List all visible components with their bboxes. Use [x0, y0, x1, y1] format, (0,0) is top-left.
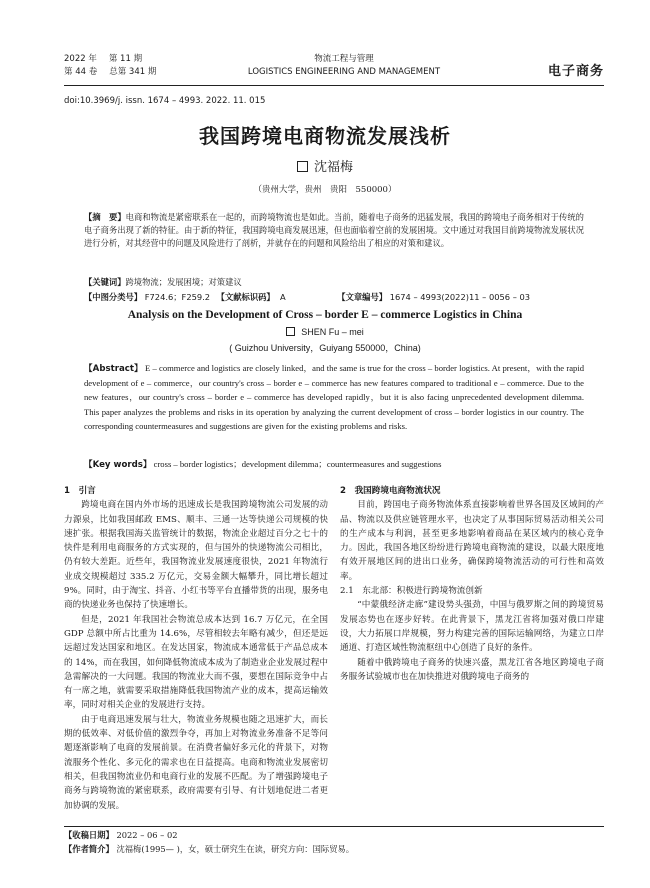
paragraph: 但是，2021 年我国社会物流总成本达到 16.7 万亿元，在全国 GDP 总额中所占比重为 14.6%，尽管相较去年略有减少，但还是远远超过发达国家和地区。在发达国家，物流成本通常低于产品总成本的 14%，而在我国，如何降低物流成本成为了制造业企业发展过程中急需解决的一大问题。我国的物流业大而不强，要想在国际竞争中占有一席之地，就需要采取措施降低我国物流产业的成本，提高运输效率，同时对相关企业的发展进行支持。: [64, 614, 328, 711]
received-label: 【收稿日期】: [64, 830, 114, 840]
doi: doi:10.3969/j. issn. 1674 – 4993. 2022. 11. 015: [64, 96, 266, 106]
affiliation-en: ( Guizhou University，Guiyang 550000，China): [229, 343, 421, 353]
journal-name: [224, 53, 464, 79]
paragraph: “中蒙俄经济走廊”建设势头强劲，中国与俄罗斯之间的跨境贸易发展态势也在逐步好转。在此背景下，黑龙江省将加强对俄口岸建设，大力拓展口岸规模，努力构建完善的国际运输网络，为建立口岸通道、打造区域性物流枢纽中心创造了良好的条件。: [340, 600, 604, 654]
doccode-value: A: [280, 292, 286, 302]
author-name-en: SHEN Fu – mei: [301, 327, 364, 337]
page-title: 我国跨境电商物流发展浅析: [199, 124, 451, 148]
keywords-cn-label: 【关键词】: [84, 277, 126, 287]
clc-value: F724.6；F259.2: [144, 292, 211, 302]
abstract-cn-text: 电商和物流是紧密联系在一起的，而跨境物流也是如此。当前，随着电子商务的迅猛发展，我国的跨境电子商务相对于传统的电子商务出现了新的特征。由于新的特征，我国跨境电商发展迅速，但也面临着空前的发展困境。文中通过对我国目前跨境物流发展状况进行分析，对其经营中的问题及风险进行了剖析，并就存在的问题和风险给出了相应的对策和建议。: [84, 212, 584, 249]
year: 2022 年: [64, 54, 97, 64]
abstract-en: [84, 361, 584, 433]
section-heading-intro: 1 引言: [64, 486, 96, 496]
abstract-en-text: E – commerce and logistics are closely linked，and the same is true for the cross – border logistics. At present，with the rapid development of e – commerce，our country's cross – border e – commerce has new features compared to traditional e – commerce. Due to the new features，our country's cross – border e – commerce has developed rapidly，but it is also facing unprecedented development dilemma. This paper analyzes the problems and risks in its operation by analyzing the current development of cross – border logistics in our country. The corresponding countermeasures and suggestions are given for the existing problems and risks.: [84, 363, 585, 431]
keywords-en: [84, 458, 584, 470]
keywords-en-label: 【Key words】: [84, 460, 152, 470]
author-en: [0, 327, 650, 337]
journal-name-en: LOGISTICS ENGINEERING AND MANAGEMENT: [247, 67, 441, 77]
keywords-cn: [84, 276, 242, 289]
volume: 第 44 卷: [64, 67, 98, 77]
abstract-cn-label: 【摘 要】: [84, 212, 126, 222]
author-en-box-icon: [286, 327, 295, 336]
article-no-label: 【文章编号】: [337, 292, 388, 302]
section-label: 电子商务: [547, 64, 604, 79]
doccode-label: 【文献标识码】: [216, 292, 275, 302]
author-name-cn: 沈福梅: [313, 160, 353, 175]
body-column-right: [340, 484, 604, 684]
keywords-en-text: cross – border logistics；development dilemma；countermeasures and suggestions: [153, 459, 442, 469]
author-cn: [0, 156, 650, 175]
paragraph: 目前，跨国电子商务物流体系直接影响着世界各国及区域间的产品、物流以及供应链管理水平，也决定了从事国际贸易活动相关公司的生产成本与利润，甚至更多地影响着商品在某区域内的核心竞争力。因此，我国各地区纷纷进行跨境电商物流的建设，以最大限度地有效开展地区间的进出口业务，确保跨境物流活动的可行性和高效率。: [340, 500, 604, 582]
received-date: 2022 – 06 – 02: [116, 830, 178, 840]
author-bio: 沈福梅(1995— )，女，硕士研究生在读，研究方向：国际贸易。: [116, 843, 355, 854]
total-issue: 总第 341 期: [109, 67, 157, 77]
issue: 第 11 期: [108, 54, 143, 64]
clc-label: 【中图分类号】: [84, 292, 143, 302]
abstract-cn: [84, 211, 584, 251]
section-heading-status: 2 我国跨境电商物流状况: [340, 486, 441, 496]
affiliation-cn: （贵州大学，贵州 贵阳 550000）: [253, 185, 397, 195]
paragraph: 跨境电商在国内外市场的迅速成长是我国跨境物流公司发展的动力源泉，比如我国邮政 EMS、顺丰、三通一达等快递公司规模的快速扩张。根据我国海关监管统计的数据，物流企业超过百分之七十的快件是利用电商服务的方式实现的，但与国外的快递物流公司相比，仍有较大差距。近些年，我国物流业发展速度很快，2021 年物流行业成交规模超过 335.2 万亿元，交易金额大幅攀升，同比增长超过 9%。同时，由于淘宝、抖音、小红书等平台直播带货的出现，服务电商的快递业务也保持了快速增长。: [64, 500, 328, 611]
author-box-icon: [297, 161, 308, 172]
bio-label: 【作者简介】: [64, 843, 114, 854]
issue-info: [64, 53, 168, 79]
running-header: [64, 52, 604, 86]
subsection-heading-northeast: 2.1 东北部：积极进行跨境物流创新: [340, 586, 483, 597]
title-en: Analysis on the Development of Cross – border E – commerce Logistics in China: [127, 309, 523, 321]
body-column-left: [64, 484, 328, 813]
classification-row: [84, 291, 584, 303]
abstract-en-label: 【Abstract】: [84, 364, 143, 374]
footnote: [64, 826, 604, 856]
paragraph: 随着中俄跨境电子商务的快速兴盛，黑龙江省各地区跨境电子商务服务试验城市也在加快推进对俄跨境电子商务的: [340, 657, 604, 682]
keywords-cn-text: 跨境物流；发展困境；对策建议: [125, 277, 242, 287]
journal-name-cn: 物流工程与管理: [314, 54, 374, 64]
article-no-value: 1674 – 4993(2022)11 – 0056 – 03: [389, 292, 531, 302]
paragraph: 由于电商迅速发展与壮大，物流业务规模也随之迅速扩大，而长期的低效率、对低价值的激烈争夺，再加上对物流业务准备不足等问题逐渐影响了电商的发展前景。在消费者偏好多元化的背景下，对物流服务个性化、多元化的需求也在日益提高。电商和物流业发展密切相关，但我国物流业仍和电商行业的发展不匹配。为了增强跨境电子商务与跨境物流的紧密联系，政府需要有引导、有计划地促进二者更加协调的发展。: [64, 714, 328, 811]
